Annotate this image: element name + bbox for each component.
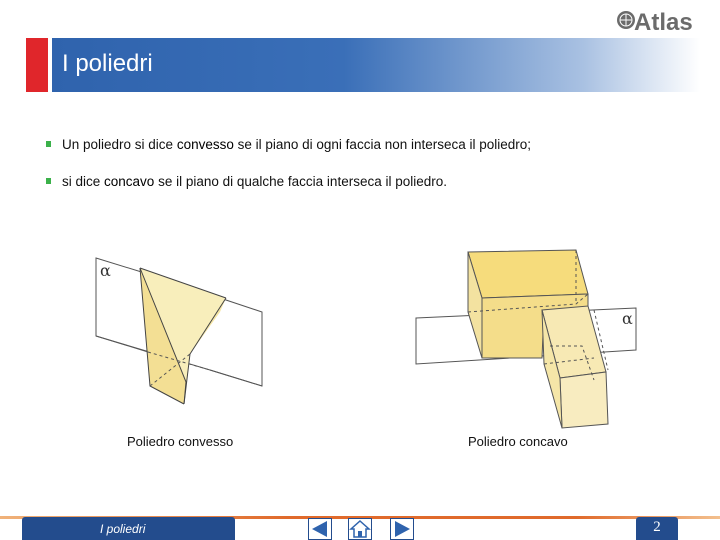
bullet-marker [46,178,51,184]
footer-section-label: I poliedri [100,522,146,536]
title-accent-bar [26,38,48,92]
page-title: I poliedri [62,50,153,77]
triangle-right-icon [390,518,414,540]
home-icon [348,518,372,540]
concave-polyhedron-figure [410,246,640,436]
caption-convex: Poliedro convesso [127,434,234,449]
triangle-left-icon [308,518,332,540]
logo-text: Atlas [634,9,693,36]
bullet-text-after: se il piano di ogni faccia non interseca il poliedro; [233,137,532,152]
page-number: 2 [653,519,661,535]
atlas-logo [612,4,702,36]
home-button[interactable] [348,518,372,540]
convex-polyhedron-figure [88,246,268,436]
bullet-text-before: Un poliedro si dice [62,137,177,152]
caption-concave: Poliedro concavo [468,434,568,449]
bullet-emphasis: convesso [176,137,234,152]
plane-label-alpha: α [100,261,111,280]
bullet-text [62,137,531,152]
bullet-marker [46,141,51,147]
next-slide-button[interactable] [390,518,414,540]
bullet-text-before: si dice [62,174,105,189]
plane-label-alpha: α [622,309,633,328]
bullet-text [62,174,447,189]
previous-slide-button[interactable] [308,518,332,540]
bullet-text-after: se il piano di qualche faccia interseca il poliedro. [154,174,447,189]
bullet-emphasis: concavo [104,174,155,189]
